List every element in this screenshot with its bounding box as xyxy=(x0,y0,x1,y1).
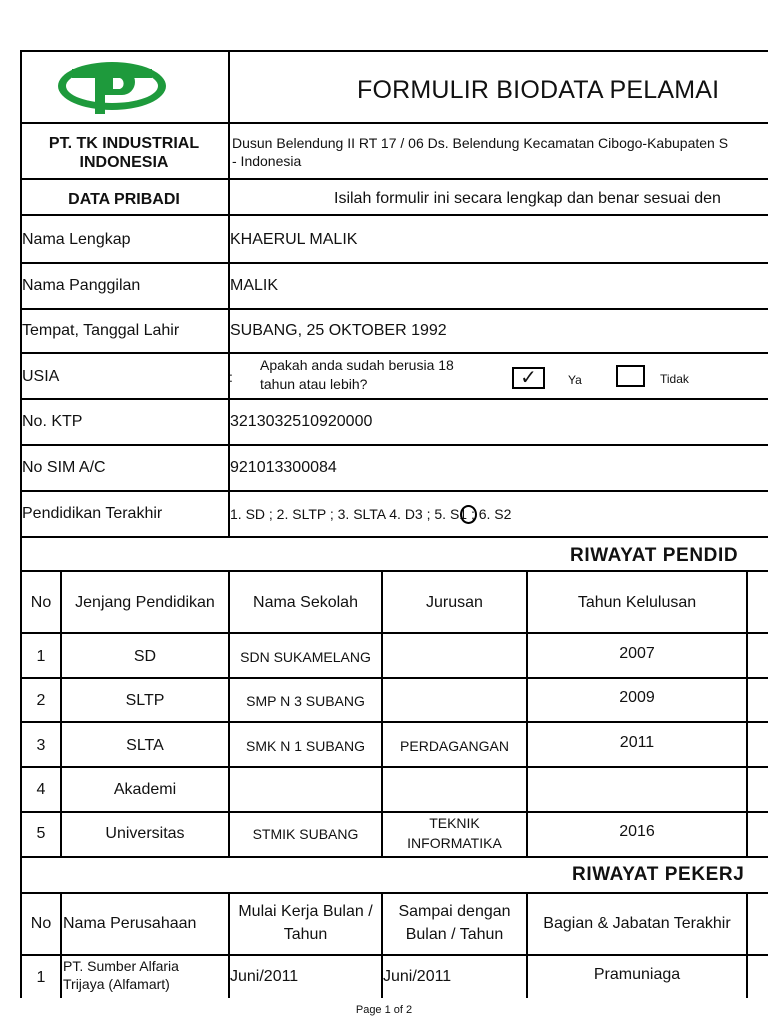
col-line xyxy=(60,570,62,860)
row-line xyxy=(20,122,768,124)
edu-row-jenjang: Akademi xyxy=(113,781,177,798)
sim-value[interactable]: 921013300084 xyxy=(230,459,337,476)
company-name-line2: INDONESIA xyxy=(79,154,169,171)
edu-row-no: 3 xyxy=(36,737,46,754)
work-row-mulai[interactable]: Juni/2011 xyxy=(230,968,299,985)
row-line xyxy=(20,721,768,723)
nama-lengkap-label: Nama Lengkap xyxy=(22,231,131,248)
usia-colon: : xyxy=(229,369,233,385)
edu-row-jurusan-line2[interactable]: INFORMATIKA xyxy=(407,835,502,851)
company-name-line1: PT. TK INDUSTRIAL xyxy=(48,135,200,152)
sim-label: No SIM A/C xyxy=(22,459,106,476)
ttl-label: Tempat, Tanggal Lahir xyxy=(22,322,180,339)
work-row-perusahaan-line2[interactable]: Trijaya (Alfamart) xyxy=(63,976,170,992)
edu-row-jenjang: SD xyxy=(133,648,157,665)
usia-no-checkbox[interactable] xyxy=(616,365,645,387)
work-header-perusahaan: Nama Perusahaan xyxy=(63,915,197,932)
work-header-sampai-line1: Sampai dengan xyxy=(398,903,511,920)
edu-row-no: 2 xyxy=(36,692,46,709)
pendidikan-terakhir-value: 1. SD ; 2. SLTP ; 3. SLTA 4. D3 ; 5. S1 ; 6. S2 xyxy=(230,506,512,522)
riwayat-pendidikan-title: RIWAYAT PENDID xyxy=(570,545,739,566)
edu-row-tahun[interactable]: 2016 xyxy=(619,823,655,840)
edu-row-sekolah[interactable]: SMP N 3 SUBANG xyxy=(246,693,365,709)
form-instruction: Isilah formulir ini secara lengkap dan benar sesuai den xyxy=(334,190,721,207)
work-header-mulai-line2: Tahun xyxy=(283,926,328,943)
nama-panggilan-value[interactable]: MALIK xyxy=(230,277,279,294)
data-pribadi-label: DATA PRIBADI xyxy=(68,191,180,208)
usia-question-line2: tahun atau lebih? xyxy=(260,376,368,392)
usia-label: USIA xyxy=(22,368,60,385)
nama-lengkap-value[interactable]: KHAERUL MALIK xyxy=(230,231,358,248)
row-line xyxy=(20,677,768,679)
usia-question-line1: Apakah anda sudah berusia 18 xyxy=(260,357,454,373)
work-row-perusahaan-line1[interactable]: PT. Sumber Alfaria xyxy=(63,958,179,974)
pendidikan-terakhir-label: Pendidikan Terakhir xyxy=(22,505,163,522)
usia-yes-label: Ya xyxy=(568,373,582,387)
edu-row-no: 4 xyxy=(36,781,46,798)
work-header-no: No xyxy=(30,915,52,932)
company-address-line2: - Indonesia xyxy=(232,153,302,169)
row-line xyxy=(20,892,768,894)
edu-row-sekolah[interactable]: STMIK SUBANG xyxy=(252,826,359,842)
tp-logo-icon xyxy=(52,56,172,118)
work-header-mulai-line1: Mulai Kerja Bulan / xyxy=(238,903,373,920)
edu-row-jenjang: Universitas xyxy=(105,825,185,842)
edu-header-sekolah: Nama Sekolah xyxy=(253,594,358,611)
row-line xyxy=(20,536,768,538)
form-top-border xyxy=(20,50,768,52)
work-row-bagian[interactable]: Pramuniaga xyxy=(593,966,681,983)
work-row-no: 1 xyxy=(36,969,46,986)
row-line xyxy=(20,178,768,180)
edu-header-jenjang: Jenjang Pendidikan xyxy=(75,594,215,611)
row-line xyxy=(20,632,768,634)
edu-row-jenjang: SLTP xyxy=(125,692,165,709)
row-line xyxy=(20,262,768,264)
biodata-form xyxy=(20,50,768,998)
selected-option-circle xyxy=(460,505,477,524)
edu-row-jurusan-line1[interactable]: TEKNIK xyxy=(429,815,480,831)
ttl-value[interactable]: SUBANG, 25 OKTOBER 1992 xyxy=(230,322,447,339)
edu-row-tahun[interactable]: 2009 xyxy=(619,689,655,706)
row-line xyxy=(20,398,768,400)
row-line xyxy=(20,444,768,446)
edu-header-tahun: Tahun Kelulusan xyxy=(577,594,697,611)
row-line xyxy=(20,308,768,310)
edu-header-no: No xyxy=(30,594,52,611)
edu-row-tahun[interactable]: 2011 xyxy=(619,734,655,751)
col-line xyxy=(746,570,748,998)
row-line xyxy=(20,954,768,956)
edu-row-tahun[interactable]: 2007 xyxy=(619,645,655,662)
edu-row-no: 1 xyxy=(36,648,46,665)
row-line xyxy=(20,766,768,768)
row-line xyxy=(20,214,768,216)
work-header-sampai-line2: Bulan / Tahun xyxy=(405,926,504,943)
usia-no-label: Tidak xyxy=(660,372,689,386)
edu-row-jurusan[interactable]: PERDAGANGAN xyxy=(400,738,509,754)
row-line xyxy=(20,352,768,354)
edu-header-jurusan: Jurusan xyxy=(426,594,483,611)
nama-panggilan-label: Nama Panggilan xyxy=(22,277,141,294)
company-address-line1: Dusun Belendung II RT 17 / 06 Ds. Belendung Kecamatan Cibogo-Kabupaten S xyxy=(232,135,729,151)
ktp-label: No. KTP xyxy=(22,413,83,430)
page-footer: Page 1 of 2 xyxy=(355,1004,413,1016)
edu-row-sekolah[interactable]: SDN SUKAMELANG xyxy=(240,649,371,665)
form-title: FORMULIR BIODATA PELAMAI xyxy=(357,76,720,104)
row-line xyxy=(20,570,768,572)
company-logo xyxy=(52,56,172,118)
row-line xyxy=(20,811,768,813)
work-header-bagian: Bagian & Jabatan Terakhir xyxy=(543,915,731,932)
ktp-value[interactable]: 3213032510920000 xyxy=(230,413,373,430)
edu-row-jenjang: SLTA xyxy=(126,737,164,754)
edu-row-no: 5 xyxy=(36,825,46,842)
riwayat-pekerjaan-title: RIWAYAT PEKERJ xyxy=(572,864,745,885)
edu-row-sekolah[interactable]: SMK N 1 SUBANG xyxy=(245,738,366,754)
row-line xyxy=(20,490,768,492)
usia-yes-checkbox[interactable]: ✓ xyxy=(512,367,545,389)
col-line xyxy=(60,892,62,998)
work-row-sampai[interactable]: Juni/2011 xyxy=(383,968,452,985)
